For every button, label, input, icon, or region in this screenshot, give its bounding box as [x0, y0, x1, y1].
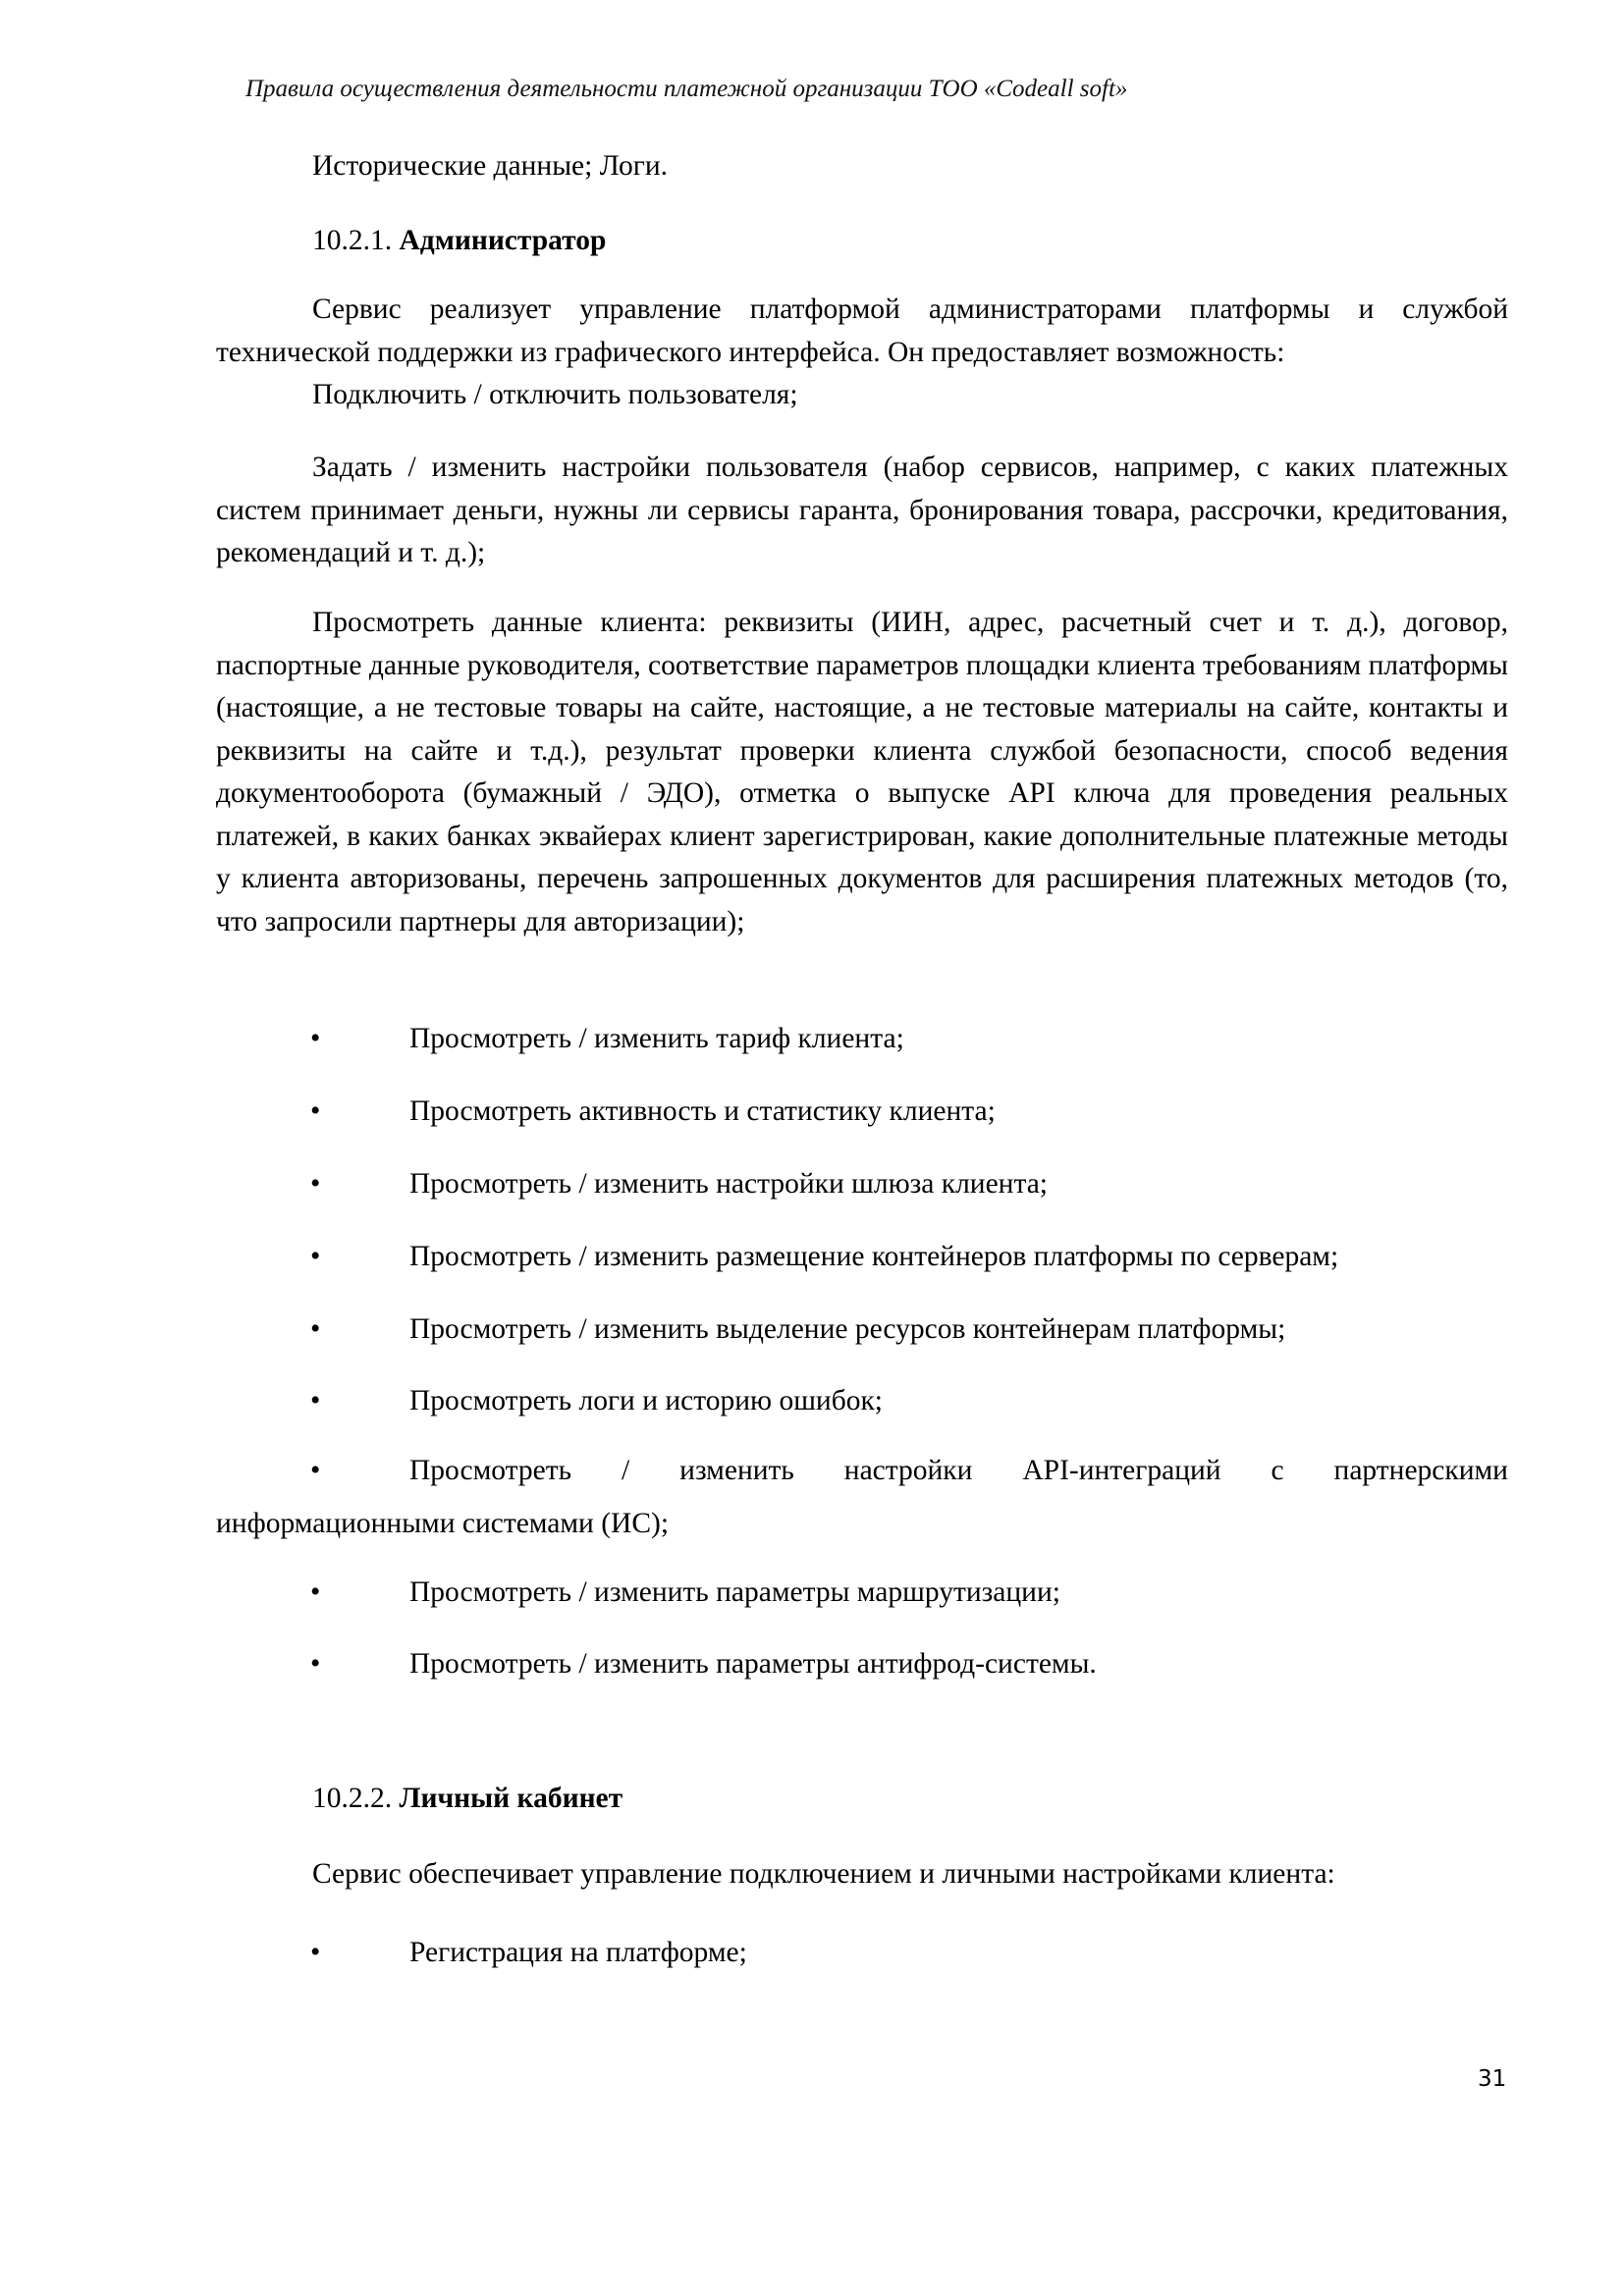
section-title: Администратор — [399, 225, 607, 256]
section-title: Личный кабинет — [399, 1783, 623, 1814]
paragraph-personal-account-intro: Сервис обеспечивает управление подключением и личными настройками клиента: — [312, 1858, 1335, 1890]
document-page: Правила осуществления деятельности платежной организации ТОО «Codeall soft» Исторические данные; Логи. 10.2.1. Администратор Сервис реализует управление платформой администраторами платформы и службой технической поддержки из графического интерфейса. Он предоставляет возможность: Подключить / отключить пользователя; Задать / изменить настройки пользователя (набор сервисов, например, с каких платежных систем принимает деньги, нужны ли сервисы гаранта, бронирования товара, рассрочки, кредитования, рекомендаций и т. д.); Просмотреть данные клиента: реквизиты (ИИН, адрес, расчетный счет и т. д.), договор, паспортные данные руководителя, соответствие параметров площадки клиента требованиям платформы (настоящие, а не тестовые товары на сайте, настоящие, а не тестовые материалы на сайте, контакты и реквизиты на сайте и т.д.), результат проверки клиента службой безопасности, способ ведения документооборота (бумажный / ЭДО), отметка о выпуске API ключа для проведения реальных платежей, в каких банках эквайерах клиент зарегистрирован, какие дополнительные платежные методы у клиента авторизованы, перечень запрошенных документов для расширения платежных методов (то, что запросили партнеры для авторизации); • Просмотреть / изменить тариф клиента; • Просмотреть активность и статистику клиента; • Просмотреть / изменить настройки шлюза клиента; • Просмотреть / изменить размещение контейнеров платформы по серверам; • Просмотреть / изменить выделение ресурсов контейнерам платформы; • Просмотреть логи и историю ошибок; • Просмотреть / изменить настройки API-интеграций с партнерскими информационными системами (ИС); • Просмотреть / изменить параметры маршрутизации; • Просмотреть / изменить параметры антифрод-системы. 10.2.2. Личный кабинет Сервис обеспечивает управление подключением и личными настройками клиента: • Регистрация на платформе; 31 — [0, 0, 1624, 2296]
bullet-icon: • — [310, 1023, 321, 1054]
paragraph-connect-user: Подключить / отключить пользователя; — [312, 379, 798, 410]
bullet-icon: • — [310, 1095, 321, 1127]
section-heading-administrator — [216, 220, 1508, 263]
bullet-icon: • — [310, 1455, 321, 1486]
section-number: 10.2.1. — [312, 225, 393, 256]
section-heading-personal-account — [216, 1778, 1508, 1821]
bullet-icon: • — [310, 1576, 321, 1608]
bullet-icon: • — [310, 1937, 321, 1968]
bullet-icon: • — [310, 1385, 321, 1416]
page-number: 31 — [1478, 2066, 1507, 2092]
list-item-line-2: информационными системами (ИС); — [216, 1508, 670, 1539]
paragraph-user-settings: Задать / изменить настройки пользователя (набор сервисов, например, с каких платежных систем принимает деньги, нужны ли сервисы гаранта, бронирования товара, рассрочки, кредитования, рекомендаций и т. д.); — [216, 452, 1508, 568]
paragraph-admin-intro: Сервис реализует управление платформой администраторами платформы и службой технической поддержки из графического интерфейса. Он предоставляет возможность: — [216, 294, 1508, 368]
bullet-icon: • — [310, 1241, 321, 1272]
section-number: 10.2.2. — [312, 1783, 393, 1814]
intro-line: Исторические данные; Логи. — [312, 150, 668, 182]
bullet-icon: • — [310, 1313, 321, 1345]
list-item-line-1: Просмотреть / изменить настройки API-интеграций с партнерскими — [409, 1455, 1508, 1486]
paragraph-client-data: Просмотреть данные клиента: реквизиты (ИИН, адрес, расчетный счет и т. д.), договор, паспортные данные руководителя, соответствие параметров площадки клиента требованиям платформы (настоящие, а не тестовые товары на сайте, настоящие, а не тестовые материалы на сайте, контакты и реквизиты на сайте и т.д.), результат проверки клиента службой безопасности, способ ведения документооборота (бумажный / ЭДО), отметка о выпуске API ключа для проведения реальных платежей, в каких банках эквайерах клиент зарегистрирован, какие дополнительные платежные методы у клиента авторизованы, перечень запрошенных документов для расширения платежных методов (то, что запросили партнеры для авторизации); — [216, 607, 1508, 937]
running-header: Правила осуществления деятельности платежной организации ТОО «Codeall soft» — [245, 76, 1128, 102]
bullet-icon: • — [310, 1648, 321, 1680]
bullet-icon: • — [310, 1168, 321, 1200]
